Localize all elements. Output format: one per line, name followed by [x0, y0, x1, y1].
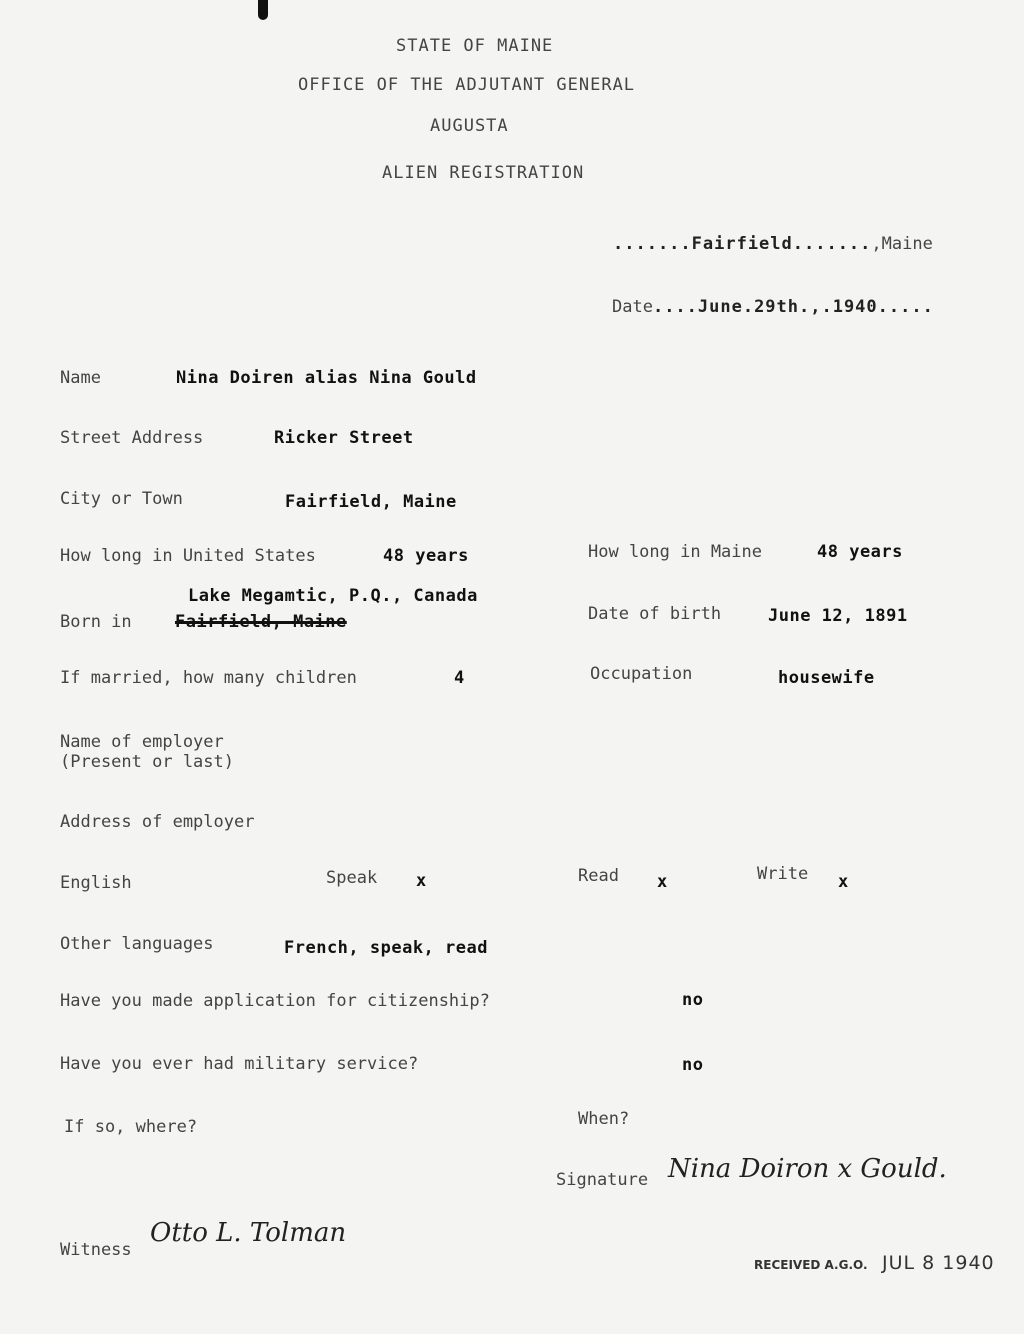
read-value: x — [657, 872, 668, 892]
header-title: ALIEN REGISTRATION — [382, 163, 585, 183]
date-line — [612, 297, 934, 317]
header-office: OFFICE OF THE ADJUTANT GENERAL — [298, 75, 636, 95]
place-line — [613, 234, 933, 254]
city-value: Fairfield, Maine — [285, 492, 457, 512]
maine-value: 48 years — [817, 542, 903, 562]
name-label: Name — [60, 368, 101, 388]
city-label: City or Town — [60, 489, 183, 509]
born-label: Born in — [60, 612, 132, 632]
header-city: AUGUSTA — [430, 116, 509, 136]
witness-label: Witness — [60, 1240, 132, 1260]
date-label: Date — [612, 297, 653, 317]
other-languages-value: French, speak, read — [284, 938, 488, 958]
signature-label: Signature — [556, 1170, 649, 1190]
children-value: 4 — [454, 668, 465, 688]
occupation-value: housewife — [778, 668, 875, 688]
born-struck-value: Fairfield, Maine — [175, 612, 347, 632]
employer-label: Name of employer — [60, 732, 224, 752]
speak-label: Speak — [326, 868, 378, 888]
occupation-label: Occupation — [590, 664, 693, 684]
write-value: x — [838, 872, 849, 892]
military-label: Have you ever had military service? — [60, 1054, 419, 1074]
signature-value: Nina Doiron x Gould. — [668, 1154, 947, 1184]
citizenship-label: Have you made application for citizenship? — [60, 991, 490, 1011]
place-state: ,Maine — [871, 234, 933, 254]
header-state: STATE OF MAINE — [396, 36, 554, 56]
employer-address-label: Address of employer — [60, 812, 255, 832]
write-label: Write — [757, 864, 809, 884]
witness-signature: Otto L. Tolman — [150, 1218, 347, 1248]
maine-label: How long in Maine — [588, 542, 762, 562]
dob-value: June 12, 1891 — [768, 606, 908, 626]
other-languages-label: Other languages — [60, 934, 214, 954]
received-stamp-date: JUL 8 1940 — [882, 1252, 995, 1274]
street-label: Street Address — [60, 428, 204, 448]
when-label: When? — [578, 1109, 630, 1129]
punch-mark — [258, 0, 268, 20]
name-value: Nina Doiren alias Nina Gould — [176, 368, 477, 388]
citizenship-value: no — [682, 990, 704, 1010]
speak-value: x — [416, 871, 427, 891]
children-label: If married, how many children — [60, 668, 357, 688]
read-label: Read — [578, 866, 619, 886]
street-value: Ricker Street — [274, 428, 414, 448]
us-label: How long in United States — [60, 546, 316, 566]
place-town: .......Fairfield....... — [613, 234, 872, 254]
english-label: English — [60, 873, 132, 893]
born-value: Lake Megamtic, P.Q., Canada — [188, 586, 478, 606]
employer-sublabel: (Present or last) — [60, 752, 234, 772]
dob-label: Date of birth — [588, 604, 722, 624]
where-label: If so, where? — [64, 1117, 198, 1137]
date-value: ....June.29th.,.1940..... — [652, 297, 934, 317]
received-stamp-label: RECEIVED A.G.O. — [754, 1258, 868, 1272]
military-value: no — [682, 1055, 704, 1075]
us-value: 48 years — [383, 546, 469, 566]
